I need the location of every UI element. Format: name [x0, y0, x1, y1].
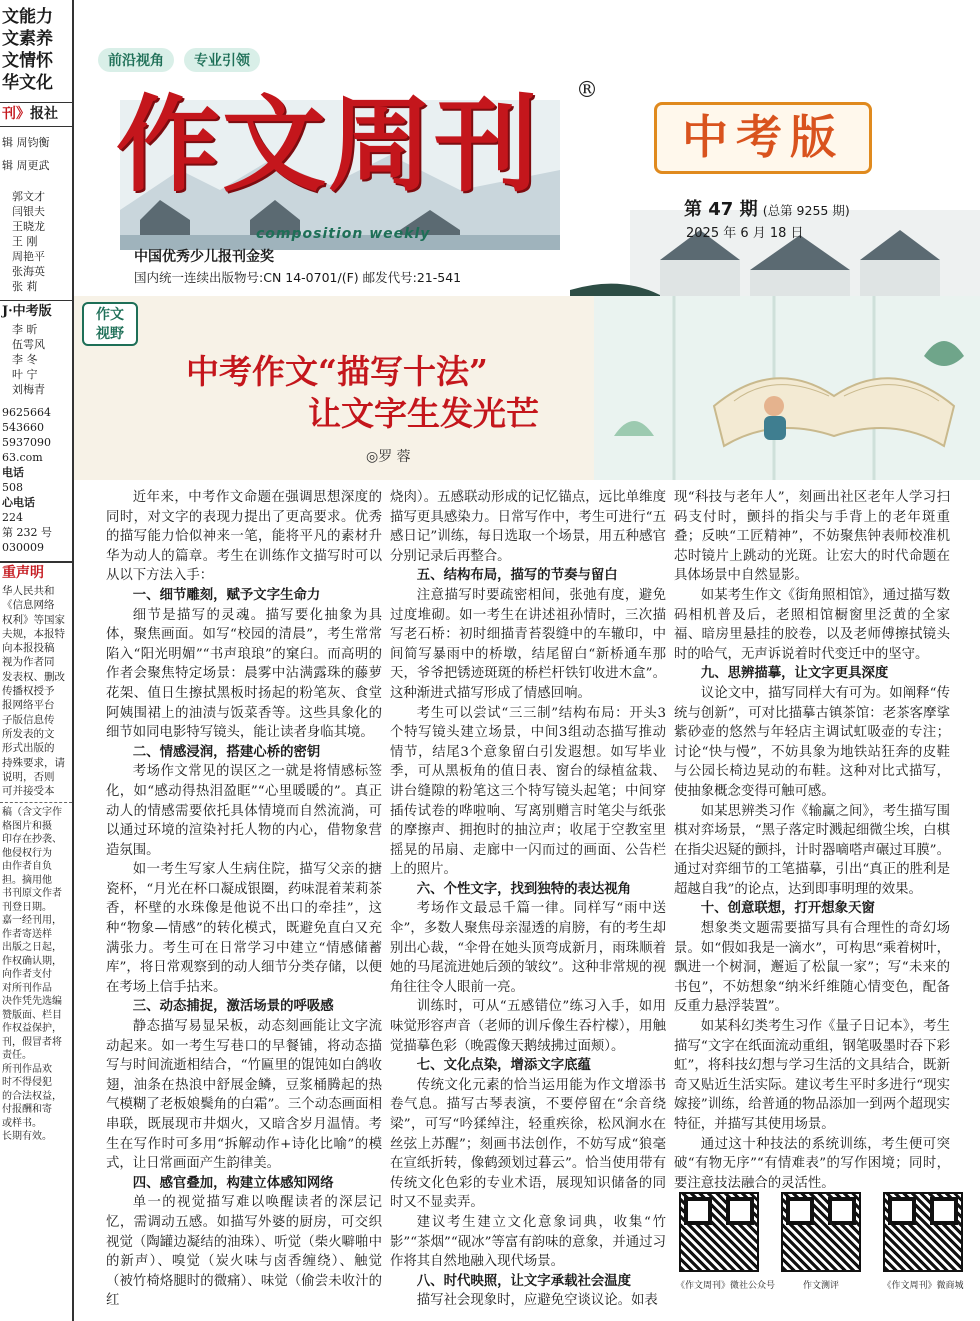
notice-line: 他侵权行为 — [2, 847, 52, 859]
qr-code-icon[interactable] — [781, 1192, 861, 1272]
section-heading: 七、文化点染，增添文字底蕴 — [416, 1058, 591, 1074]
qr-card — [676, 1192, 776, 1310]
qr-label: 作文测评 — [802, 1281, 839, 1291]
notice-line: 刊登日期。 — [2, 901, 52, 913]
slogan-line: 文能力 — [2, 7, 53, 27]
slogan-pill: 专业引领 — [184, 48, 260, 72]
notice-line: 说明，否则 — [2, 770, 55, 783]
newspaper-title: 作文周刊 — [116, 83, 541, 206]
article-paragraph: 静态描写易显呆板，动态刻画能让文字流动起来。如一考生写巷口的早餐铺，将动态描写与时间流逝相结合，“竹匾里的馄饨如白鸽收翅，油条在热浪中舒展金鳞，豆浆桶腾起的热气模糊了老板娘鬓角的白霜”。三个动态画面相串联，既展现市井烟火，又暗含岁月温情。考生在写作时可多用“拆解动作+诗化比喻”的模式，让日常画面产生韵律美。 — [106, 1019, 382, 1172]
qr-code-icon[interactable] — [883, 1192, 963, 1272]
notice-line: 稿（含文字作 — [2, 807, 62, 819]
notice-line: 由作者自负 — [2, 861, 52, 873]
notice-title: 重声明 — [0, 561, 72, 584]
article-paragraph: 细节是描写的灵魂。描写要化抽象为具体，聚焦画面。如写“校园的清晨”，考生常常陷入“阳光明媚”“书声琅琅”的窠臼。而高明的作者会聚焦特定场景：晨雾中沾满露珠的藤萝花架、值日生擦拭黑板时扬起的粉笔灰、食堂阿姨围裙上的油渍与饭菜香等。这些具象化的细节如同电影特写镜头，能让读者身临其境。 — [106, 607, 382, 741]
column-tag-line: 作文 — [96, 307, 124, 323]
issue-number — [684, 195, 850, 221]
contact-line: 5937090 — [2, 436, 51, 449]
column-tag — [82, 302, 138, 346]
contact-line: 224 — [2, 511, 23, 524]
notice-line: 赞版面、栏目 — [2, 1009, 62, 1021]
qr-code-area — [676, 1192, 966, 1310]
slogan-line: 华文化 — [2, 73, 53, 93]
section-heading: 九、思辨描摹，让文字更具深度 — [700, 666, 889, 682]
notice-line: 发表权、删改 — [2, 670, 65, 683]
notice-line: 所刊作品欢 — [2, 1063, 52, 1075]
left-info-strip — [0, 0, 74, 1321]
contact-line: 第 232 号 — [2, 526, 52, 539]
article-paragraph: 通过这十种技法的系统训练，考生便可突破“有物无序”“有情难表”的写作困境；同时，要注意技法融合的灵活性。 — [674, 1136, 950, 1191]
article-column-1 — [106, 488, 382, 1311]
article-paragraph: 考场作文常见的误区之一就是将情感标签化，如“感动得热泪盈眶”“心里暖暖的”。真正动人的情感需要依托具体情境而自然流淌，可以通过环境的渲染衬托人物的内心，借物象营造氛围。 — [106, 764, 382, 858]
article-paragraph: 传统文化元素的恰当运用能为作文增添书卷气息。描写古琴表演，不要停留在“余音绕梁”，可写“吟猱绰注，轻重疾徐，松风涧水在丝弦上苏醒”；刻画书法创作，不妨写成“狼毫在宣纸折转，像鹤颈划过暮云”。恰当使用带有传统文化色彩的专业术语，展现知识储备的同时又不显卖弄。 — [390, 1077, 666, 1211]
section-heading: 四、感官叠加，构建立体感知网络 — [132, 1175, 334, 1191]
qr-card — [778, 1192, 864, 1310]
slogan-line: 文情怀 — [2, 51, 53, 71]
contact-line: 心电话 — [2, 496, 35, 509]
notice-line: 作者寄送样 — [2, 928, 52, 940]
issue-date: 2025 年 6 月 18 日 — [686, 226, 804, 241]
notice-line: 子版信息传 — [2, 713, 55, 726]
notice-line: 时不得侵犯 — [2, 1077, 52, 1089]
contact-line: 电话 — [2, 466, 24, 479]
staff-name: 闫银夫 — [12, 205, 45, 218]
staff-line: 辑 周钧衡 — [2, 136, 50, 149]
article-paragraph: 想象类文题需要描写具有合理性的奇幻场景。如“假如我是一滴水”，可构思“乘着树叶，飘进一个树洞，邂逅了松鼠一家”；写“未来的书包”，不妨想象“纳米纤维随心情变色，配备反重力悬浮装置”。 — [674, 921, 950, 1015]
slogan-line: 文素养 — [2, 29, 53, 49]
contact-line: 030009 — [2, 541, 44, 554]
notice-line: 嘉一经刊用， — [2, 915, 62, 927]
notice-line: 视为作者同 — [2, 656, 55, 669]
article-subheadline: 让文字生发光芒 — [308, 394, 539, 433]
edition-section-title: J·中考版 — [0, 300, 72, 322]
notice-line: 决作凭先选编 — [2, 996, 62, 1008]
article-paragraph: 烧肉）。五感联动形成的记忆锚点，远比单维度描写更具感染力。日常写作中，考生可进行“五感日记”训练，每日选取一个场景，用五种感官分别记录后再整合。 — [390, 490, 666, 564]
notice-line: 的合法权益， — [2, 1090, 62, 1102]
edition-badge: 中考版 — [654, 102, 872, 174]
notice-line: 权利》等国家 — [2, 613, 65, 626]
section-names — [0, 322, 72, 397]
press-prefix: 刊》 — [2, 106, 30, 122]
staff-name: 郭文才 — [12, 190, 45, 203]
notice-line: 刊，假冒者将 — [2, 1036, 62, 1048]
article-paragraph: 如某考生作文《街角照相馆》，通过描写数码相机普及后，老照相馆橱窗里泛黄的全家福、暗房里悬挂的胶卷，以及老师傅擦拭镜头时的哈气，无声诉说着时代变迁中的坚守。 — [674, 587, 950, 662]
notice-line: 报网络平台 — [2, 699, 55, 712]
section-heading: 十、创意联想，打开想象天窗 — [700, 901, 875, 917]
issue-label: 第 47 期 — [684, 199, 758, 220]
article-paragraph: 考生可以尝试“三三制”结构布局：开头3个特写镜头建立场景，中间3组动态描写推动情节，结尾3个意象留白引发遐想。如写毕业季，可从黑板角的值日表、窗台的绿植盆栽、讲台缝隙的粉笔这三个特写镜头起笔；中间穿插传试卷的哗啦响、写离别赠言时笔尖与纸张的摩擦声、拥抱时的抽泣声；收尾于空教室里摇晃的吊扇、走廊中一闪而过的画面、公告栏上的照片。 — [390, 705, 666, 878]
staff-line: 辑 周更武 — [2, 159, 50, 172]
notice-line: 格图片和摄 — [2, 820, 52, 832]
staff-name: 叶 宁 — [12, 368, 38, 381]
notice-block — [0, 584, 72, 798]
slogan-block — [0, 0, 72, 94]
notice-line: 付报酬和寄 — [2, 1104, 52, 1116]
qr-card — [880, 1192, 966, 1310]
english-title: composition weekly — [256, 226, 431, 242]
registered-mark: ® — [576, 78, 598, 103]
article-paragraph: 如某科幻类考生习作《量子日记本》，考生描写“文字在纸面流动重组，钢笔吸墨时吞下彩虹”，将科技幻想与学习生活的文具结合，既新奇又贴近生活实际。建议考生平时多进行“现实嫁接”训练，给普通的物品添加一到两个超现实特征，并描写其使用场景。 — [674, 1019, 950, 1132]
slogan-pill: 前沿视角 — [98, 48, 174, 72]
press-suffix: 报社 — [30, 106, 58, 122]
staff-name: 李 昕 — [12, 323, 38, 336]
notice-line: 或样书。 — [2, 1117, 42, 1129]
notice-line: 对所刊作品 — [2, 982, 52, 994]
contact-line: 543660 — [2, 421, 44, 434]
contact-line: 508 — [2, 481, 23, 494]
article-column-3 — [674, 488, 950, 1193]
issue-total: (总第 9255 期) — [762, 203, 850, 218]
article-paragraph: 如一考生写家人生病住院，描写父亲的搪瓷杯，“月光在杯口凝成银圈，药味混着茉莉茶香，杯壁的水珠像是他说不出口的牵挂”，这种“物象—情感”的转化模式，既避免直白又充满张力。考生可在日常学习中建立“情感储蓄库”，将日常观察到的动人细节分类存储，以便在考场上信手拈来。 — [106, 862, 382, 995]
qr-label: 《作文周刊》微商城 — [882, 1281, 964, 1291]
staff-name: 周艳平 — [12, 250, 45, 263]
notice-line: 所发表的文 — [2, 727, 55, 740]
notice-line: 形式出版的 — [2, 742, 55, 755]
article-paragraph: 考场作文最忌千篇一律。同样写“雨中送伞”，多数人聚焦母亲湿透的肩膀，有的考生却别出心裁，“伞骨在她头顶弯成新月，雨珠顺着她的马尾流进她后颈的皱纹”。这种非常规的视角往往令人眼前一亮。 — [390, 901, 666, 995]
notice-line: 可并接受本 — [2, 785, 55, 798]
contact-line: 63.com — [2, 451, 43, 464]
notice-line: 印存在抄袭、 — [2, 834, 62, 846]
notice-line: 长期有效。 — [2, 1131, 52, 1143]
registration-line: 国内统一连续出版物号:CN 14-0701/(F) 邮发代号:21-541 — [134, 270, 462, 285]
contact-line: 9625664 — [2, 406, 51, 419]
notice-line: 夫规，本报特 — [2, 627, 65, 640]
qr-label: 《作文周刊》微社公众号 — [676, 1281, 776, 1291]
notice-line: 作权益保护， — [2, 1023, 62, 1035]
section-heading: 三、动态捕捉，激活场景的呼吸感 — [132, 999, 334, 1015]
staff-names — [0, 189, 72, 294]
article-paragraph: 建议考生建立文化意象词典，收集“竹影”“茶烟”“砚冰”等富有韵味的意象，并通过习作将其自然地融入现代场景。 — [390, 1214, 666, 1270]
article-paragraph: 现“科技与老年人”，刻画出社区老年人学习扫码支付时，颤抖的指尖与手背上的老年斑重叠；反映“工匠精神”，不妨聚焦钟表师校准机芯时镜片上跳动的光斑。让宏大的时代命题在具体场景中自然显影。 — [674, 490, 950, 584]
section-heading: 二、情感浸润，搭建心桥的密钥 — [132, 744, 321, 760]
qr-code-icon[interactable] — [679, 1192, 759, 1272]
notice-line: 向本报投稿 — [2, 642, 55, 655]
staff-name: 王晓龙 — [12, 220, 45, 233]
staff-name: 刘梅青 — [12, 383, 45, 396]
article-paragraph: 注意描写时要疏密相间，张弛有度，避免过度堆砌。如一考生在讲述祖孙情时，三次描写老石桥：初时细描青苔裂缝中的车辙印，中间简写暴雨中的桥墩，结尾留白“新桥通车那天，爷爷把锈迹斑斑的桥栏杆铁钉收进木盒”。这种渐进式描写形成了情感回响。 — [390, 587, 666, 701]
press-name — [0, 102, 72, 127]
notice-line: 传播权授予 — [2, 685, 55, 698]
award-line: 中国优秀少儿报刊金奖 — [134, 249, 274, 265]
staff-name: 李 冬 — [12, 353, 38, 366]
notice-line: 持殊要求，请 — [2, 756, 65, 769]
article-column-2 — [390, 488, 666, 1311]
contact-block — [0, 405, 72, 555]
section-heading: 五、结构布局，描写的节奏与留白 — [416, 568, 618, 584]
article-body — [86, 488, 980, 1309]
section-heading: 一、细节雕刻，赋予文字生命力 — [132, 587, 321, 603]
staff-name: 张海英 — [12, 265, 45, 278]
article-paragraph: 单一的视觉描写难以唤醒读者的深层记忆，需调动五感。如描写外婆的厨房，可交织视觉（陶罐边凝结的油珠）、听觉（柴火噼啪中的新声）、嗅觉（炭火味与卤香缠绕）、触觉（被竹椅烙腿时的微痛）、味觉（偷尝未收汁的红 — [106, 1195, 382, 1309]
article-paragraph: 描写社会现象时，应避免空谈议论。如表 — [416, 1293, 658, 1309]
notice-line: 出版之日起， — [2, 942, 62, 954]
masthead — [80, 40, 980, 300]
article-paragraph: 训练时，可从“五感错位”练习入手，如用味觉形容声音（老师的训斥像生吞柠檬），用触觉描摹色彩（晚霞像天鹅绒拂过面颊）。 — [390, 999, 666, 1054]
notice2-block — [0, 802, 72, 1144]
staff-name: 王 刚 — [12, 235, 38, 248]
notice-line: 作权确认期， — [2, 955, 62, 967]
article-paragraph: 议论文中，描写同样大有可为。如阐释“传统与创新”，可对比描摹古镇茶馆：老茶客摩挲紫砂壶的悠然与年轻店主调试虹吸壶的专注；讨论“快与慢”，不妨具象为地铁站狂奔的皮鞋与公园长椅边晃动的布鞋。这种对比式描写，使抽象概念变得可触可感。 — [674, 685, 950, 799]
article-paragraph: 如某思辨类习作《输赢之间》，考生描写围棋对弈场景，“黑子落定时溅起细微尘埃，白棋在指尖迟疑的颤抖，计时器嘀嗒声碾过耳膜”。通过对弈细节的工笔描摹，引出“真正的胜利是超越自我”的论点，达到即事明理的效果。 — [674, 803, 950, 897]
article-paragraph: 近年来，中考作文命题在强调思想深度的同时，对文字的表现力提出了更高要求。优秀的描写能力恰似神来一笔，能将平凡的素材升华为动人的篇章。考生在训练作文描写时可以从以下方法入手： — [106, 490, 382, 584]
notice-line: 向作者支付 — [2, 969, 52, 981]
notice-line: 书刊原文作者 — [2, 888, 62, 900]
article-headline: 中考作文“描写十法” — [186, 352, 488, 391]
notice-line: 《信息网络 — [2, 599, 55, 612]
section-heading: 六、个性文字，找到独特的表达视角 — [416, 881, 632, 897]
notice-line: 责任。 — [2, 1050, 32, 1062]
masthead-slogans — [98, 48, 260, 72]
article-byline: ◎罗 蓉 — [366, 449, 411, 465]
column-tag-line: 视野 — [96, 326, 124, 342]
staff-name: 张 莉 — [12, 280, 38, 293]
staff-name: 伍雩风 — [12, 338, 45, 351]
section-heading: 八、时代映照，让文字承载社会温度 — [416, 1273, 632, 1289]
notice-line: 华人民共和 — [2, 585, 55, 597]
notice-line: 担。摘用他 — [2, 874, 52, 886]
